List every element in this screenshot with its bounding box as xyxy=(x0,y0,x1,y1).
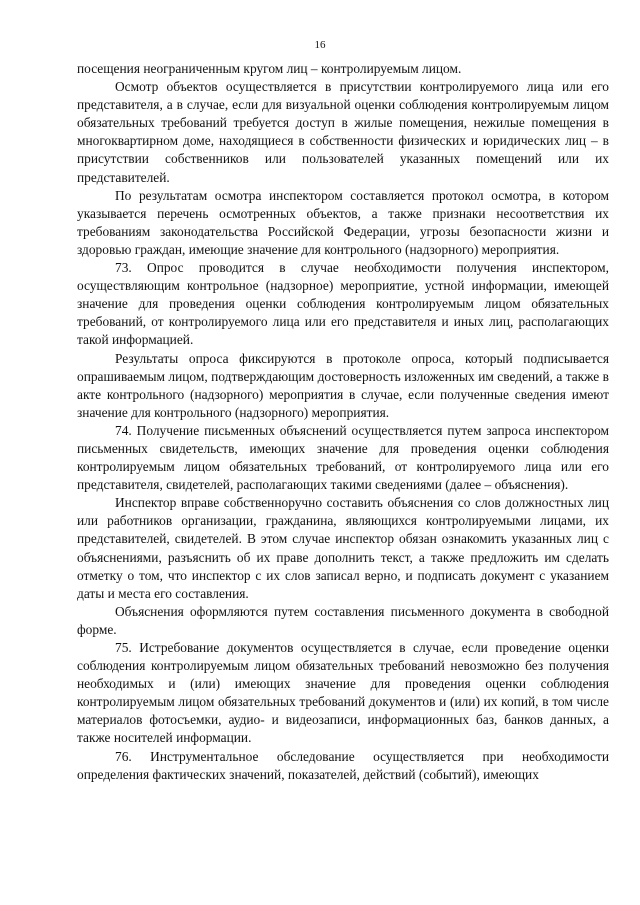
paragraph: Результаты опроса фиксируются в протоколе опроса, который подписывается опрашиваемым лицом, подтверждающим достоверность изложенных им сведений, а также в акте контрольного (надзорного) мероприятия в случае, если полученные сведения имеют значение для контрольного (надзорного) мероприятия. xyxy=(77,350,609,420)
paragraph: Инспектор вправе собственноручно составить объяснения со слов должностных лиц или работников организации, гражданина, являющихся контролируемыми лицами, их представителей, свидетелей. В этом случае инспектор обязан ознакомить указанных лиц с объяснениями, разъяснить об их праве дополнить текст, а также предложить им сделать отметку о том, что инспектор с их слов записал верно, и подписать документ с указанием даты и места его составления. xyxy=(77,495,609,601)
paragraph: Объяснения оформляются путем составления письменного документа в свободной форме. xyxy=(77,603,609,637)
body-text xyxy=(77,60,609,784)
paragraph: 73. Опрос проводится в случае необходимости получения инспектором, осуществляющим контрольное (надзорное) мероприятие, устной информации, имеющей значение для проведения оценки соблюдения контролируемым лицом обязательных требований, от контролируемого лица или его представителя и иных лиц, располагающих такой информацией. xyxy=(77,260,609,348)
paragraph: 74. Получение письменных объяснений осуществляется путем запроса инспектором письменных свидетельств, имеющих значение для проведения оценки соблюдения контролируемым лицом обязательных требований, от контролируемого лица или его представителя, свидетелей, располагающих такими сведениями (далее – объяснения). xyxy=(77,422,609,493)
paragraph: посещения неограниченным кругом лиц – контролируемым лицом. xyxy=(77,61,462,76)
page-number: 16 xyxy=(314,39,326,51)
paragraph: Осмотр объектов осуществляется в присутствии контролируемого лица или его представителя, а в случае, если для визуальной оценки соблюдения контролируемым лицом обязательных требований требуется доступ в жилые помещения, нежилые помещения в многоквартирном доме, находящиеся в собственности физических и юридических лиц – в присутствии собственников или пользователей указанных помещений или их представителей. xyxy=(77,79,609,185)
paragraph: 76. Инструментальное обследование осуществляется при необходимости определения фактических значений, показателей, действий (событий), имеющих xyxy=(77,748,609,782)
paragraph: По результатам осмотра инспектором составляется протокол осмотра, в котором указывается перечень осмотренных объектов, а также признаки несоответствия их требованиям законодательства Российской Федерации, угрозы безопасности жизни и здоровью граждан, имеющие значение для контрольного (надзорного) мероприятия. xyxy=(77,187,609,257)
paragraph: 75. Истребование документов осуществляется в случае, если проведение оценки соблюдения контролируемым лицом обязательных требований невозможно без получения необходимых и (или) имеющих значение для проведения оценки соблюдения контролируемым лицом обязательных требований документов и (или) их копий, в том числе материалов фотосъемки, аудио- и видеозаписи, информационных баз, банков данных, а также носителей информации. xyxy=(77,640,609,746)
